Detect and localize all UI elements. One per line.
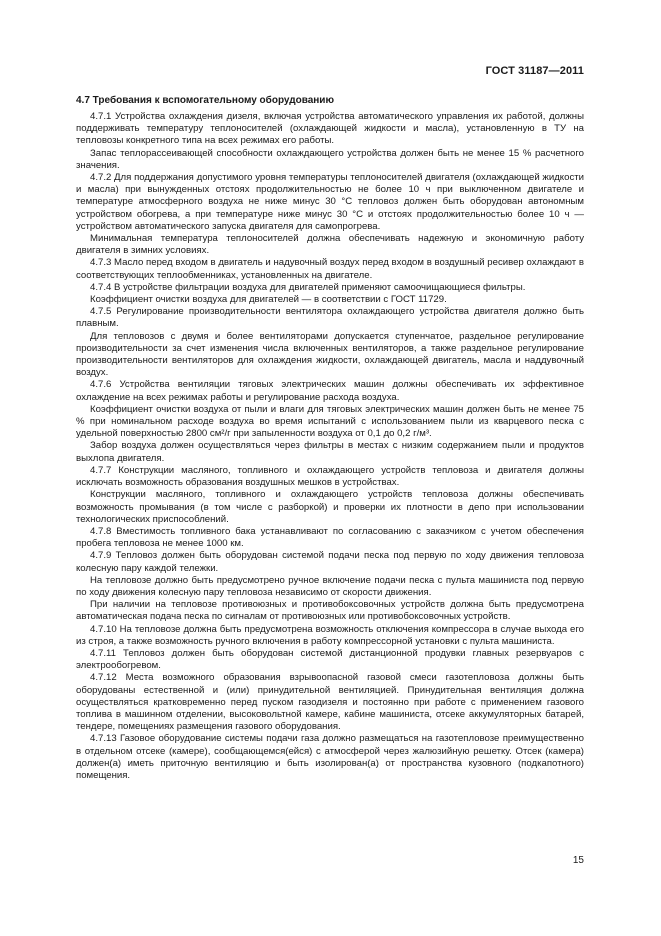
paragraph: При наличии на тепловозе противоюзных и противобоксовочных устройств должна быть предусмотрена автоматическая подача песка по сигналам от противоюзных или противобоксовочных устройств.	[76, 599, 584, 623]
paragraph: Запас теплорассеивающей способности охлаждающего устройства должен быть не менее 15 % расчетного значения.	[76, 147, 584, 171]
paragraph: 4.7.7 Конструкции масляного, топливного и охлаждающего устройств тепловоза и двигателя должны исключать возможность образования воздушных мешков в устройствах.	[76, 464, 584, 489]
paragraph: 4.7.3 Масло перед входом в двигатель и надувочный воздух перед входом в воздушный ресивер охлаждают в соответствующих теплообменниках, установленных на двигателе.	[76, 257, 584, 281]
paragraph: Забор воздуха должен осуществляться через фильтры в местах с низким содержанием пыли и продуктов выхлопа двигателя.	[76, 440, 584, 464]
paragraph: 4.7.8 Вместимость топливного бака устанавливают по согласованию с заказчиком с учетом обеспечения пробега тепловоза не менее 1000 км.	[76, 525, 584, 550]
paragraph: 4.7.13 Газовое оборудование системы подачи газа должно размещаться на газотепловозе преимущественно в отдельном отсеке (камере), сообщающемся(ейся) с атмосферой через жалюзийную решетку. Отсек (камера) должен(а) иметь приточную вентиляцию и быть изолирован(а) от пространства кузовного (подкапотного) помещения.	[76, 733, 584, 781]
paragraph: 4.7.12 Места возможного образования взрывоопасной газовой смеси газотепловоза должны быть оборудованы естественной и (или) принудительной вентиляцией. Принудительная вентиляция должна осуществляться кратковременно перед пуском газодизеля и постоянно при работе с применением газового топлива в машинном отделении, высоковольтной камере, кабине машиниста, отсеке аккумуляторных батарей, тендере, помещениях размещения газового оборудования.	[76, 672, 584, 733]
paragraph: Конструкции масляного, топливного и охлаждающего устройств тепловоза должны обеспечивать возможность промывания (в том числе с разборкой) и проверки их плотности в депо при использовании технологических приспособлений.	[76, 489, 584, 525]
paragraph: Коэффициент очистки воздуха для двигателей — в соответствии с ГОСТ 11729.	[90, 294, 447, 306]
document-body	[76, 94, 584, 782]
paragraph: На тепловозе должно быть предусмотрено ручное включение подачи песка с пульта машиниста под первую по ходу движения колесную пару тепловоза независимо от скорости движения.	[76, 574, 584, 598]
paragraph: 4.7.11 Тепловоз должен быть оборудован системой дистанционной продувки главных резервуаров с электрообогревом.	[76, 647, 584, 672]
section-title: 4.7 Требования к вспомогательному оборудованию	[76, 95, 334, 106]
paragraph: 4.7.2 Для поддержания допустимого уровня температуры теплоносителей двигателя (охлаждающей жидкости и масла) при вынужденных отстоях продолжительностью не более 10 ч при выключенном двигателе и температуре атмосферного воздуха не ниже минус 30 °C тепловоз должен быть оборудован автономным устройством обогрева, а при температуре ниже минус 30 °C и отстоях продолжительностью более 10 ч — устройством автоматического запуска двигателя для самопрогрева.	[76, 172, 584, 232]
paragraph: Для тепловозов с двумя и более вентиляторами допускается ступенчатое, раздельное регулирование производительности за счет изменения числа включенных вентиляторов, а также раздельное регулирование производительности вентиляторов для охлаждения жидкости, охлаждающей двигатель, масла и наддувочный воздух.	[76, 330, 584, 379]
page-number: 15	[572, 855, 584, 866]
standard-header: ГОСТ 31187—2011	[485, 65, 584, 77]
paragraph: 4.7.1 Устройства охлаждения дизеля, включая устройства автоматического управления их работой, должны поддерживать температуру теплоносителей (охлаждающей жидкости и масла), установленную в ТУ на тепловозы конкретного типа на всех режимах его работы.	[76, 111, 584, 147]
paragraph: 4.7.5 Регулирование производительности вентилятора охлаждающего устройства двигателя должно быть плавным.	[76, 306, 584, 330]
paragraph: Коэффициент очистки воздуха от пыли и влаги для тяговых электрических машин должен быть не менее 75 % при номинальном расходе воздуха во время испытаний с использованием пыли из кварцевого песка с удельной поверхностью 2800 см²/г при запыленности воздуха от 0,1 до 0,2 г/м³.	[76, 403, 584, 440]
paragraph: 4.7.10 На тепловозе должна быть предусмотрена возможность отключения компрессора в случае выхода его из строя, а также возможность ручного включения в работу компрессорной установки с пульта машиниста.	[76, 623, 584, 647]
paragraph: Минимальная температура теплоносителей должна обеспечивать надежную и экономичную работу двигателя в зимних условиях.	[76, 233, 584, 257]
paragraph: 4.7.6 Устройства вентиляции тяговых электрических машин должны обеспечивать их эффективное охлаждение на всех режимах работы и регулирование расхода воздуха.	[76, 379, 584, 403]
paragraph: 4.7.9 Тепловоз должен быть оборудован системой подачи песка под первую по ходу движения тепловоза колесную пару каждой тележки.	[76, 550, 584, 574]
paragraph: 4.7.4 В устройстве фильтрации воздуха для двигателей применяют самоочищающиеся фильтры.	[90, 281, 526, 293]
